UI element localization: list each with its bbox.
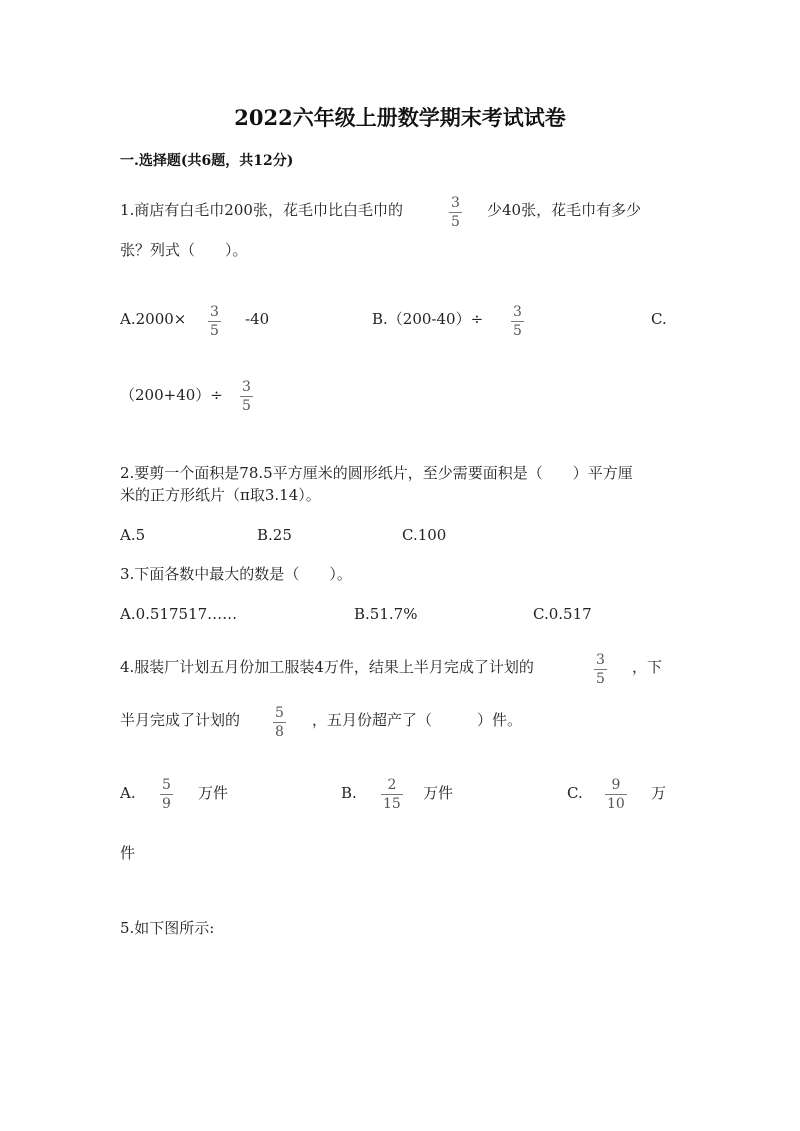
q2-option-a: A.5	[120, 526, 146, 544]
q2-option-c: C.100	[402, 526, 447, 544]
q1-option-c-label: C.	[651, 310, 667, 328]
q1-text-line1b: 少40张，花毛巾有多少	[487, 201, 642, 219]
q1-text-line1a: 1.商店有白毛巾200张，花毛巾比白毛巾的	[120, 201, 403, 219]
q1-option-a-label: A.2000×	[120, 310, 187, 328]
q4-option-b-unit: 万件	[423, 784, 454, 802]
q1-option-a-fraction: 3 5	[210, 304, 219, 339]
q1-option-b-fraction: 3 5	[513, 304, 522, 339]
q4-text-line2b: ，五月份超产了（ ）件。	[312, 711, 523, 729]
q4-option-c-fraction: 9 10	[607, 777, 625, 812]
q4-option-c-unit-wrap: 件	[120, 844, 136, 862]
q4-option-a-label: A.	[120, 784, 136, 802]
q2-text-line1: 2.要剪一个面积是78.5平方厘米的圆形纸片，至少需要面积是（ ）平方厘	[120, 464, 633, 482]
q4-option-a-fraction: 5 9	[162, 777, 171, 812]
q2-option-b: B.25	[257, 526, 292, 544]
q3-text-line1: 3.下面各数中最大的数是（ ）。	[120, 565, 352, 583]
q1-option-c-fraction: 3 5	[242, 379, 251, 414]
q4-option-c-label: C.	[567, 784, 583, 802]
page-title: 2022六年级上册数学期末考试试卷	[234, 105, 566, 130]
q3-option-c: C.0.517	[533, 605, 592, 623]
q4-option-b-fraction: 2 15	[383, 777, 401, 812]
q4-option-c-unit: 万	[651, 784, 667, 802]
q1-option-b-label: B.（200-40）÷	[372, 310, 484, 328]
q3-option-a: A.0.517517……	[120, 605, 238, 623]
q2-text-line2: 米的正方形纸片（π取3.14）。	[120, 486, 321, 504]
q4-text-line1b: ，下	[632, 658, 663, 676]
q1-option-a-suffix: -40	[245, 310, 270, 328]
q4-fraction-2: 5 8	[275, 705, 284, 740]
q1-text-line2: 张？列式（ ）。	[120, 241, 248, 259]
q4-text-line1a: 4.服装厂计划五月份加工服装4万件，结果上半月完成了计划的	[120, 658, 534, 676]
q1-option-c-text: （200+40）÷	[120, 386, 223, 404]
q1-fraction: 3 5	[451, 195, 460, 230]
q4-option-a-unit: 万件	[198, 784, 229, 802]
q4-text-line2a: 半月完成了计划的	[120, 711, 241, 729]
section-heading: 一.选择题(共6题，共12分)	[120, 153, 294, 169]
q4-fraction-1: 3 5	[596, 652, 605, 687]
q3-option-b: B.51.7%	[354, 605, 418, 623]
q5-text-line1: 5.如下图所示:	[120, 919, 215, 937]
q4-option-b-label: B.	[341, 784, 357, 802]
